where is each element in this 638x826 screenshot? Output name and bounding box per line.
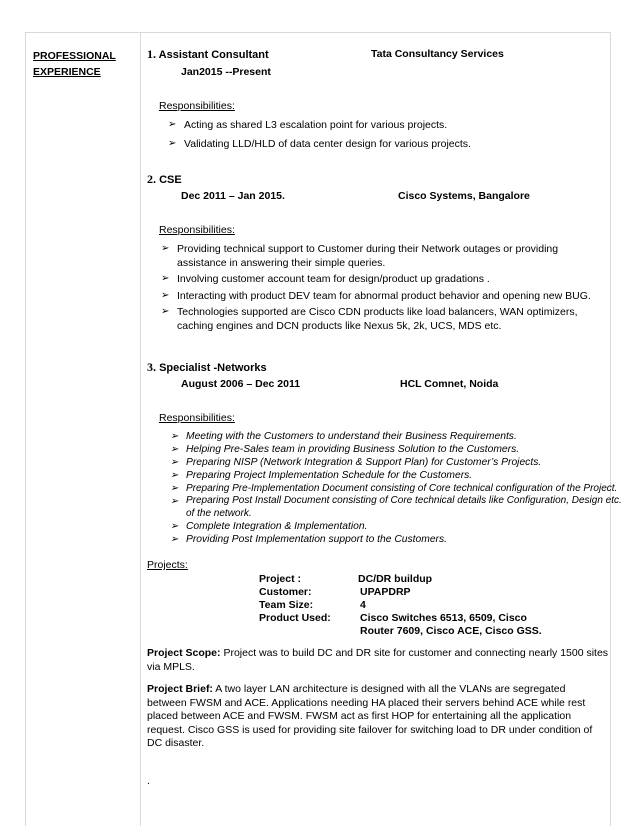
job-3-bullet: ➢ Meeting with the Customers to understand their Business Requirements. (170, 431, 517, 442)
job-3-bullet: ➢ Complete Integration & Implementation. (170, 521, 368, 532)
project-product-line2: Router 7609, Cisco ACE, Cisco GSS. (360, 625, 542, 637)
project-brief (147, 683, 597, 751)
job-2-bullet: ➢ Technologies supported are Cisco CDN products like load balancers, WAN optimizers, caching engines and DCN products like Nexus 5k, 2k, UCS, MDS etc. (161, 306, 578, 332)
section-label (33, 48, 116, 80)
bullet-arrow-icon: ➢ (161, 306, 170, 317)
job-3-bullet: ➢ Preparing Project Implementation Schedule for the Customers. (170, 470, 473, 481)
project-scope (147, 647, 609, 674)
job-1-number: 1. (147, 47, 156, 61)
job-1-company: Tata Consultancy Services (371, 48, 504, 60)
job-2-responsibilities-label: Responsibilities: (159, 224, 235, 236)
job-3-title (147, 360, 267, 375)
bullet-arrow-icon: ➢ (168, 138, 177, 149)
bullet-arrow-icon: ➢ (161, 273, 170, 284)
trailing-dot: . (147, 775, 150, 787)
job-2-bullet: ➢ Involving customer account team for design/product up gradations . (161, 273, 490, 285)
project-field-key: Product Used: (259, 612, 331, 624)
project-field-key: Customer: (259, 586, 312, 598)
job-3-bullet: ➢ Preparing Post Install Document consisting of Core technical details like Configuration, Design etc. of the network. (170, 495, 622, 519)
project-field-key: Team Size: (259, 599, 314, 611)
bullet-arrow-icon: ➢ (170, 457, 179, 468)
column-divider (140, 32, 141, 826)
job-1-bullet: ➢ Acting as shared L3 escalation point for various projects. (168, 119, 448, 131)
bullet-arrow-icon: ➢ (170, 431, 179, 442)
project-brief-text: A two layer LAN architecture is designed with all the VLANs are segregated between FWSM and ACE. Applications needing HA placed their servers behind ACE while rest placed between ACE and FWSM. FWSM act as first HOP for entertaining all the application request. Cisco GSS is used for providing site failover for switching load to DR under condition of DC disaster. (147, 683, 593, 749)
job-1-bullet: ➢ Validating LLD/HLD of data center design for various projects. (168, 138, 471, 150)
bullet-arrow-icon: ➢ (170, 534, 179, 545)
project-field-value: Cisco Switches 6513, 6509, Cisco (360, 612, 527, 624)
project-scope-text: Project was to build DC and DR site for customer and connecting nearly 1500 sites via MPLS. (147, 647, 609, 673)
project-field-value: UPAPDRP (360, 586, 411, 598)
job-2-bullet: ➢ Providing technical support to Customer during their Network outages or providing assistance in answering their simple queries. (161, 243, 559, 269)
project-field-key: Project : (259, 573, 302, 585)
bullet-arrow-icon: ➢ (161, 290, 170, 301)
job-3-responsibilities-label: Responsibilities: (159, 412, 235, 424)
job-2-period: Dec 2011 – Jan 2015. (181, 190, 285, 202)
bullet-arrow-icon: ➢ (170, 483, 179, 494)
job-3-number: 3. (147, 360, 156, 374)
projects-label: Projects: (147, 559, 188, 571)
bullet-arrow-icon: ➢ (170, 496, 179, 507)
job-2-bullet: ➢ Interacting with product DEV team for abnormal product behavior and opening new BUG. (161, 290, 591, 302)
job-1-title-text: Assistant Consultant (158, 49, 269, 61)
job-1-responsibilities-label: Responsibilities: (159, 100, 235, 112)
section-label-line2: EXPERIENCE (33, 66, 101, 78)
job-3-period: August 2006 – Dec 2011 (181, 378, 301, 390)
job-1-title (147, 47, 269, 62)
bullet-arrow-icon: ➢ (170, 470, 179, 481)
project-scope-label: Project Scope: (147, 647, 221, 659)
job-2-number: 2. (147, 172, 156, 186)
project-brief-label: Project Brief: (147, 683, 213, 695)
job-2-company: Cisco Systems, Bangalore (398, 190, 530, 202)
job-3-bullet: ➢ Providing Post Implementation support to the Customers. (170, 534, 447, 545)
job-2-title-text: CSE (159, 174, 182, 186)
project-field-value: 4 (360, 599, 366, 611)
bullet-arrow-icon: ➢ (170, 444, 179, 455)
job-3-bullet: ➢ Preparing NISP (Network Integration & Support Plan) for Customer’s Projects. (170, 457, 542, 468)
job-1-period: Jan2015 --Present (181, 66, 271, 78)
bullet-arrow-icon: ➢ (161, 243, 170, 254)
bullet-arrow-icon: ➢ (170, 521, 179, 532)
job-3-bullet: ➢ Preparing Pre-Implementation Document consisting of Core technical configuration of the Project. (170, 483, 618, 494)
job-3-title-text: Specialist -Networks (159, 362, 267, 374)
job-2-title (147, 172, 182, 187)
job-3-company: HCL Comnet, Noida (400, 378, 499, 390)
job-3-bullet: ➢ Helping Pre-Sales team in providing Business Solution to the Customers. (170, 444, 520, 455)
section-label-line1: PROFESSIONAL (33, 50, 116, 62)
bullet-arrow-icon: ➢ (168, 119, 177, 130)
project-field-value: DC/DR buildup (358, 573, 433, 585)
